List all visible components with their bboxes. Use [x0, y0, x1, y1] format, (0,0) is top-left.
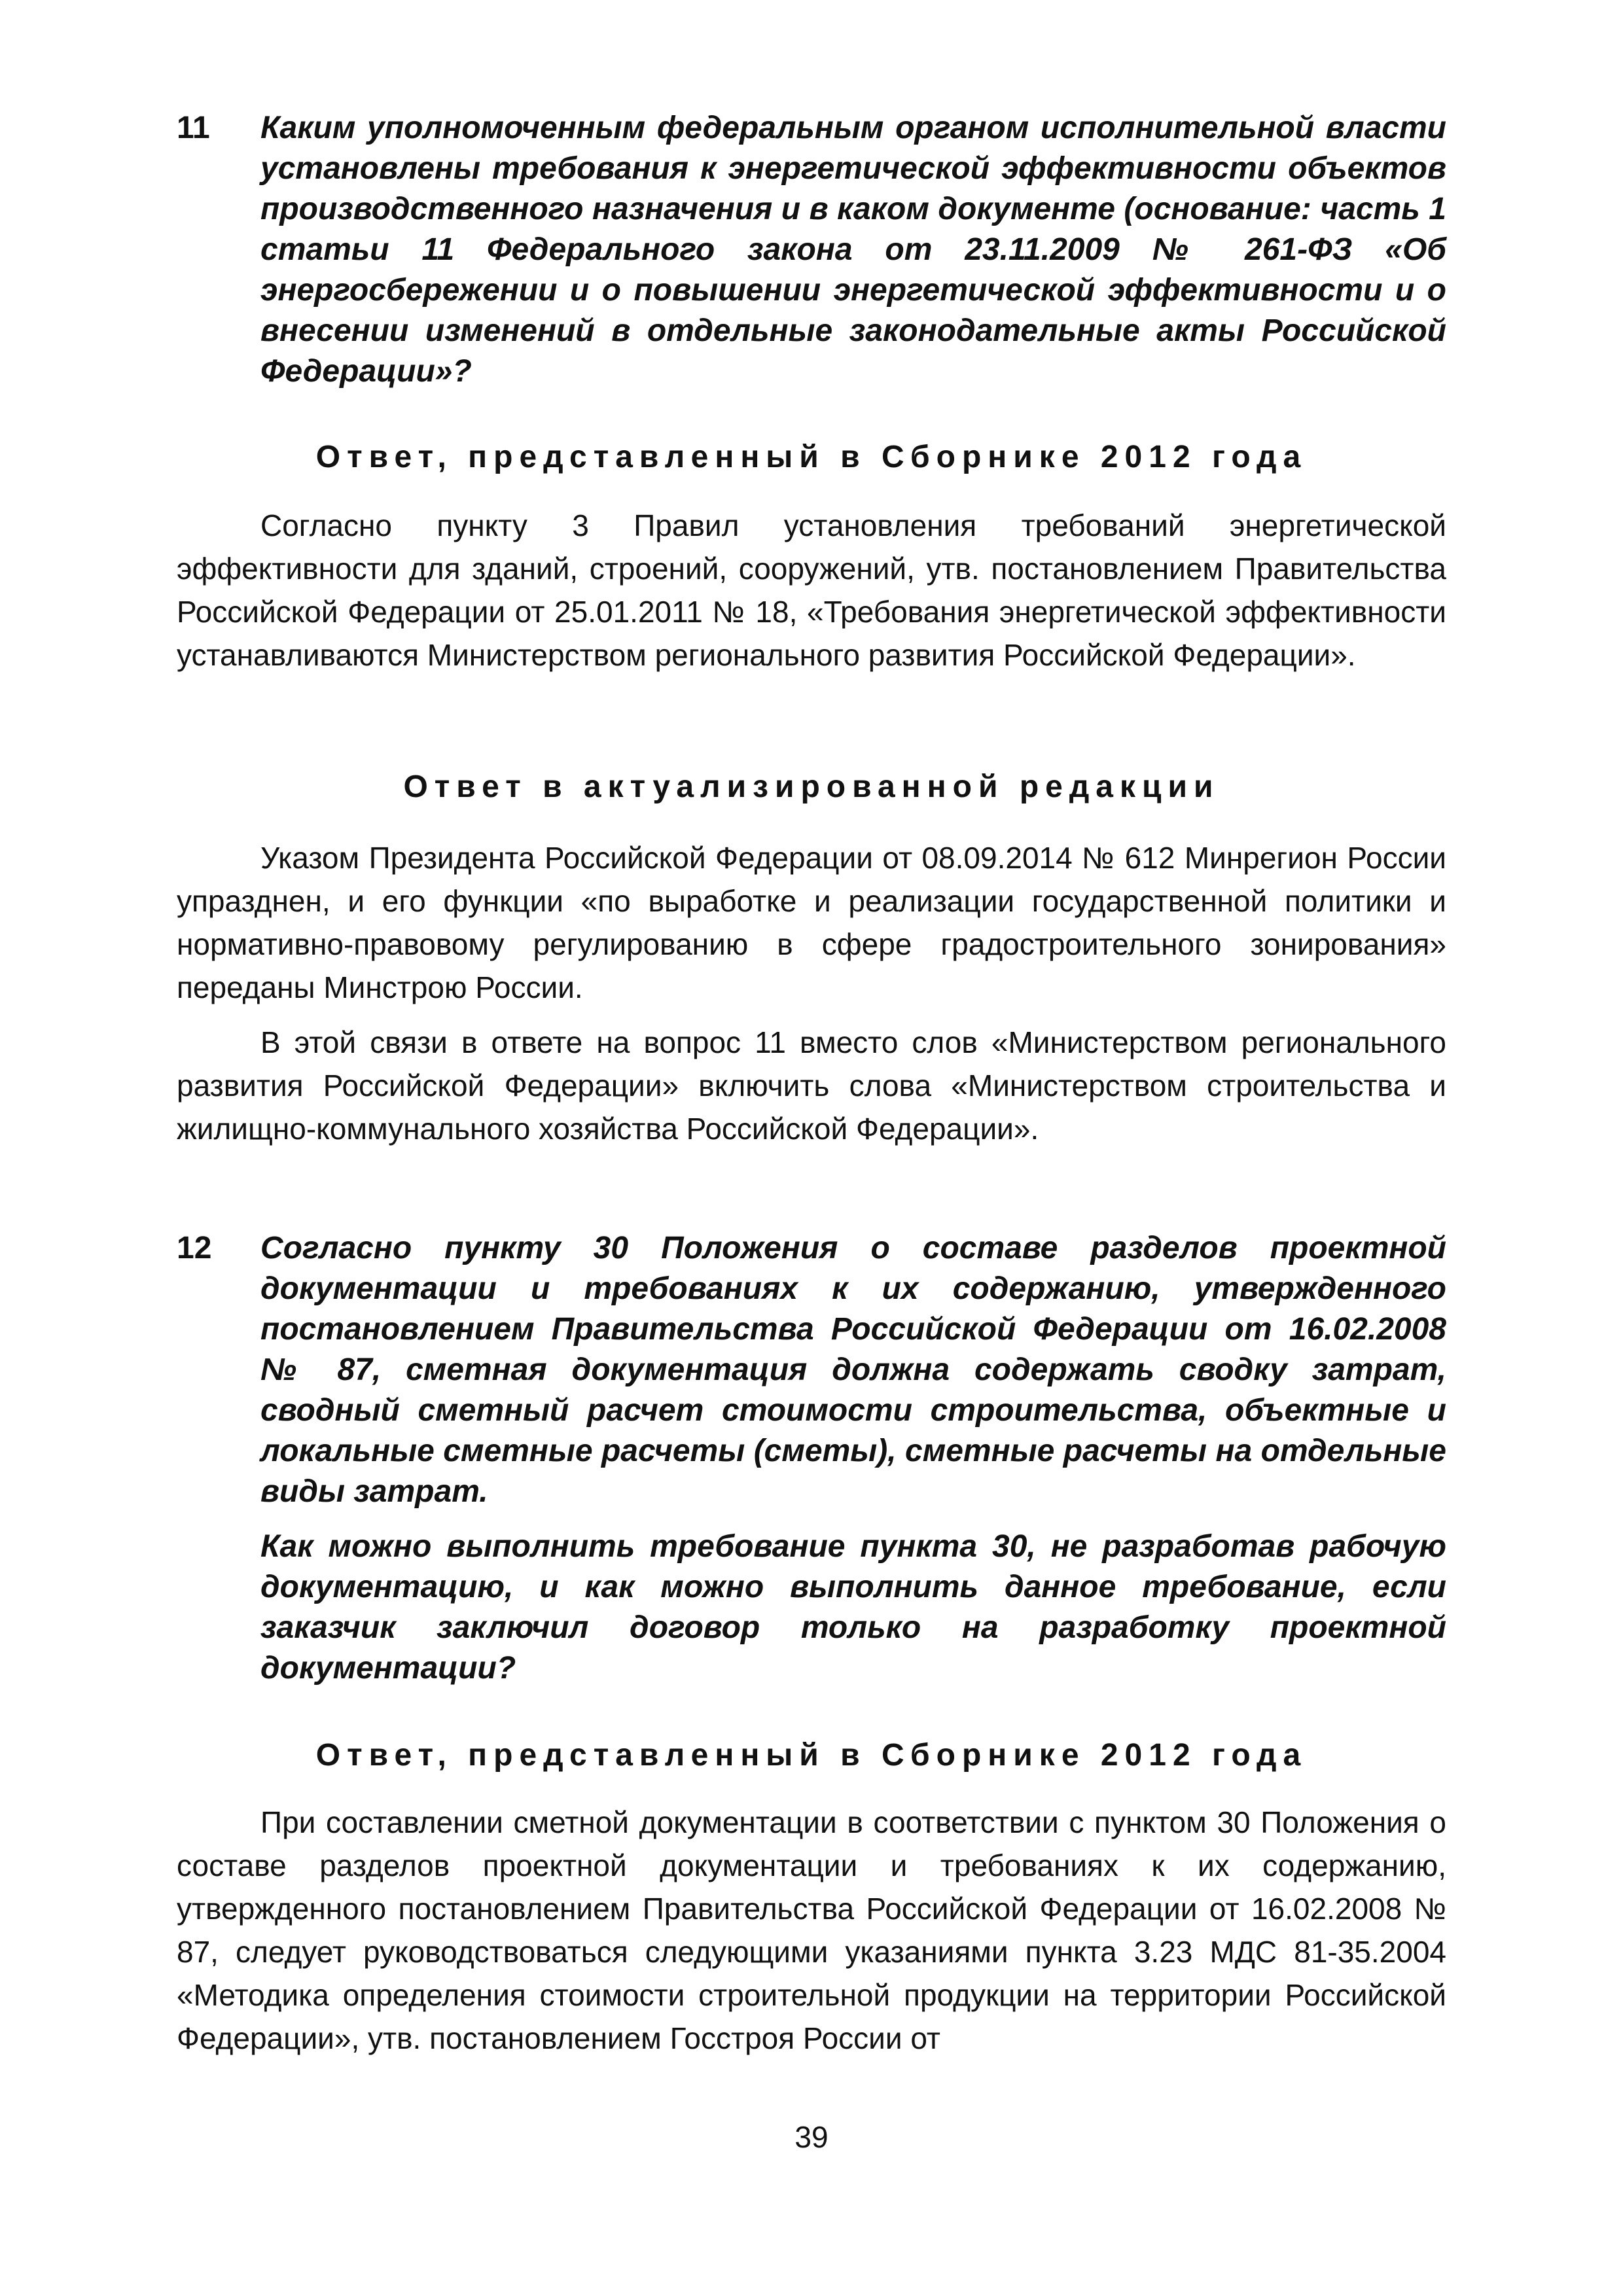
paragraph: Указом Президента Российской Федерации от 08.09.2014 № 612 Минрегион России упразднен, и его функции «по выработке и реализации государственной политики и нормативно-правовому регулированию в сфере градостроительного зонирования» переданы Минстрою России.: [177, 841, 1446, 1004]
answer-12-2012-body: [177, 1801, 1446, 2060]
question-text: Согласно пункту 30 Положения о составе разделов проектной документации и требованиях к их содержанию, утвержденного постановлением Правительства Российской Федерации от 16.02.2008 № 87, сметная документация должна содержать сводку затрат, сводный сметный расчет стоимости строительства, объектные и локальные сметные расчеты (сметы), сметные расчеты на отдельные виды затрат.: [260, 1231, 1446, 1509]
question-number: 11: [177, 111, 210, 145]
paragraph: В этой связи в ответе на вопрос 11 вместо слов «Министерством регионального развития Российской Федерации» включить слова «Министерством строительства и жилищно-коммунального хозяйства Российской Федерации».: [177, 1025, 1446, 1146]
paragraph: При составлении сметной документации в соответствии с пунктом 30 Положения о составе разделов проектной документации и требованиях к их содержанию, утвержденного постановлением Правительства Российской Федерации от 16.02.2008 № 87, следует руководствоваться следующими указаниями пункта 3.23 МДС 81-35.2004 «Методика определения стоимости строительной продукции на территории Российской Федерации», утв. постановлением Госстроя России от: [177, 1805, 1446, 2055]
answer-11-2012-body: [177, 504, 1446, 677]
answer-11-updated-body: [177, 836, 1446, 1150]
answer-heading-2012: Ответ, представленный в Сборнике 2012 года: [315, 440, 1308, 474]
question-12: [177, 1228, 1446, 1689]
question-number: 12: [177, 1231, 212, 1265]
paragraph: Согласно пункту 3 Правил установления требований энергетической эффективности для зданий, строений, сооружений, утв. постановлением Правительства Российской Федерации от 25.01.2011 № 18, «Требования энергетической эффективности устанавливаются Министерством регионального развития Российской Федерации».: [177, 508, 1446, 672]
question-text-continued: Как можно выполнить требование пункта 30, не разработав рабочую документацию, и как можно выполнить данное требование, если заказчик заключил договор только на разработку проектной документации?: [260, 1529, 1446, 1686]
answer-heading-updated: Ответ в актуализированной редакции: [403, 769, 1220, 804]
question-11: [177, 108, 1446, 392]
page-number: 39: [794, 2120, 829, 2154]
answer-heading-2012: Ответ, представленный в Сборнике 2012 года: [315, 1738, 1308, 1773]
question-text: Каким уполномоченным федеральным органом исполнительной власти установлены требования к энергетической эффективности объектов производственного назначения и в каком документе (основание: часть 1 статьи 11 Федерального закона от 23.11.2009 № 261-ФЗ «Об энергосбережении и о повышении энергетической эффективности и о внесении изменений в отдельные законодательные акты Российской Федерации»?: [260, 111, 1446, 389]
